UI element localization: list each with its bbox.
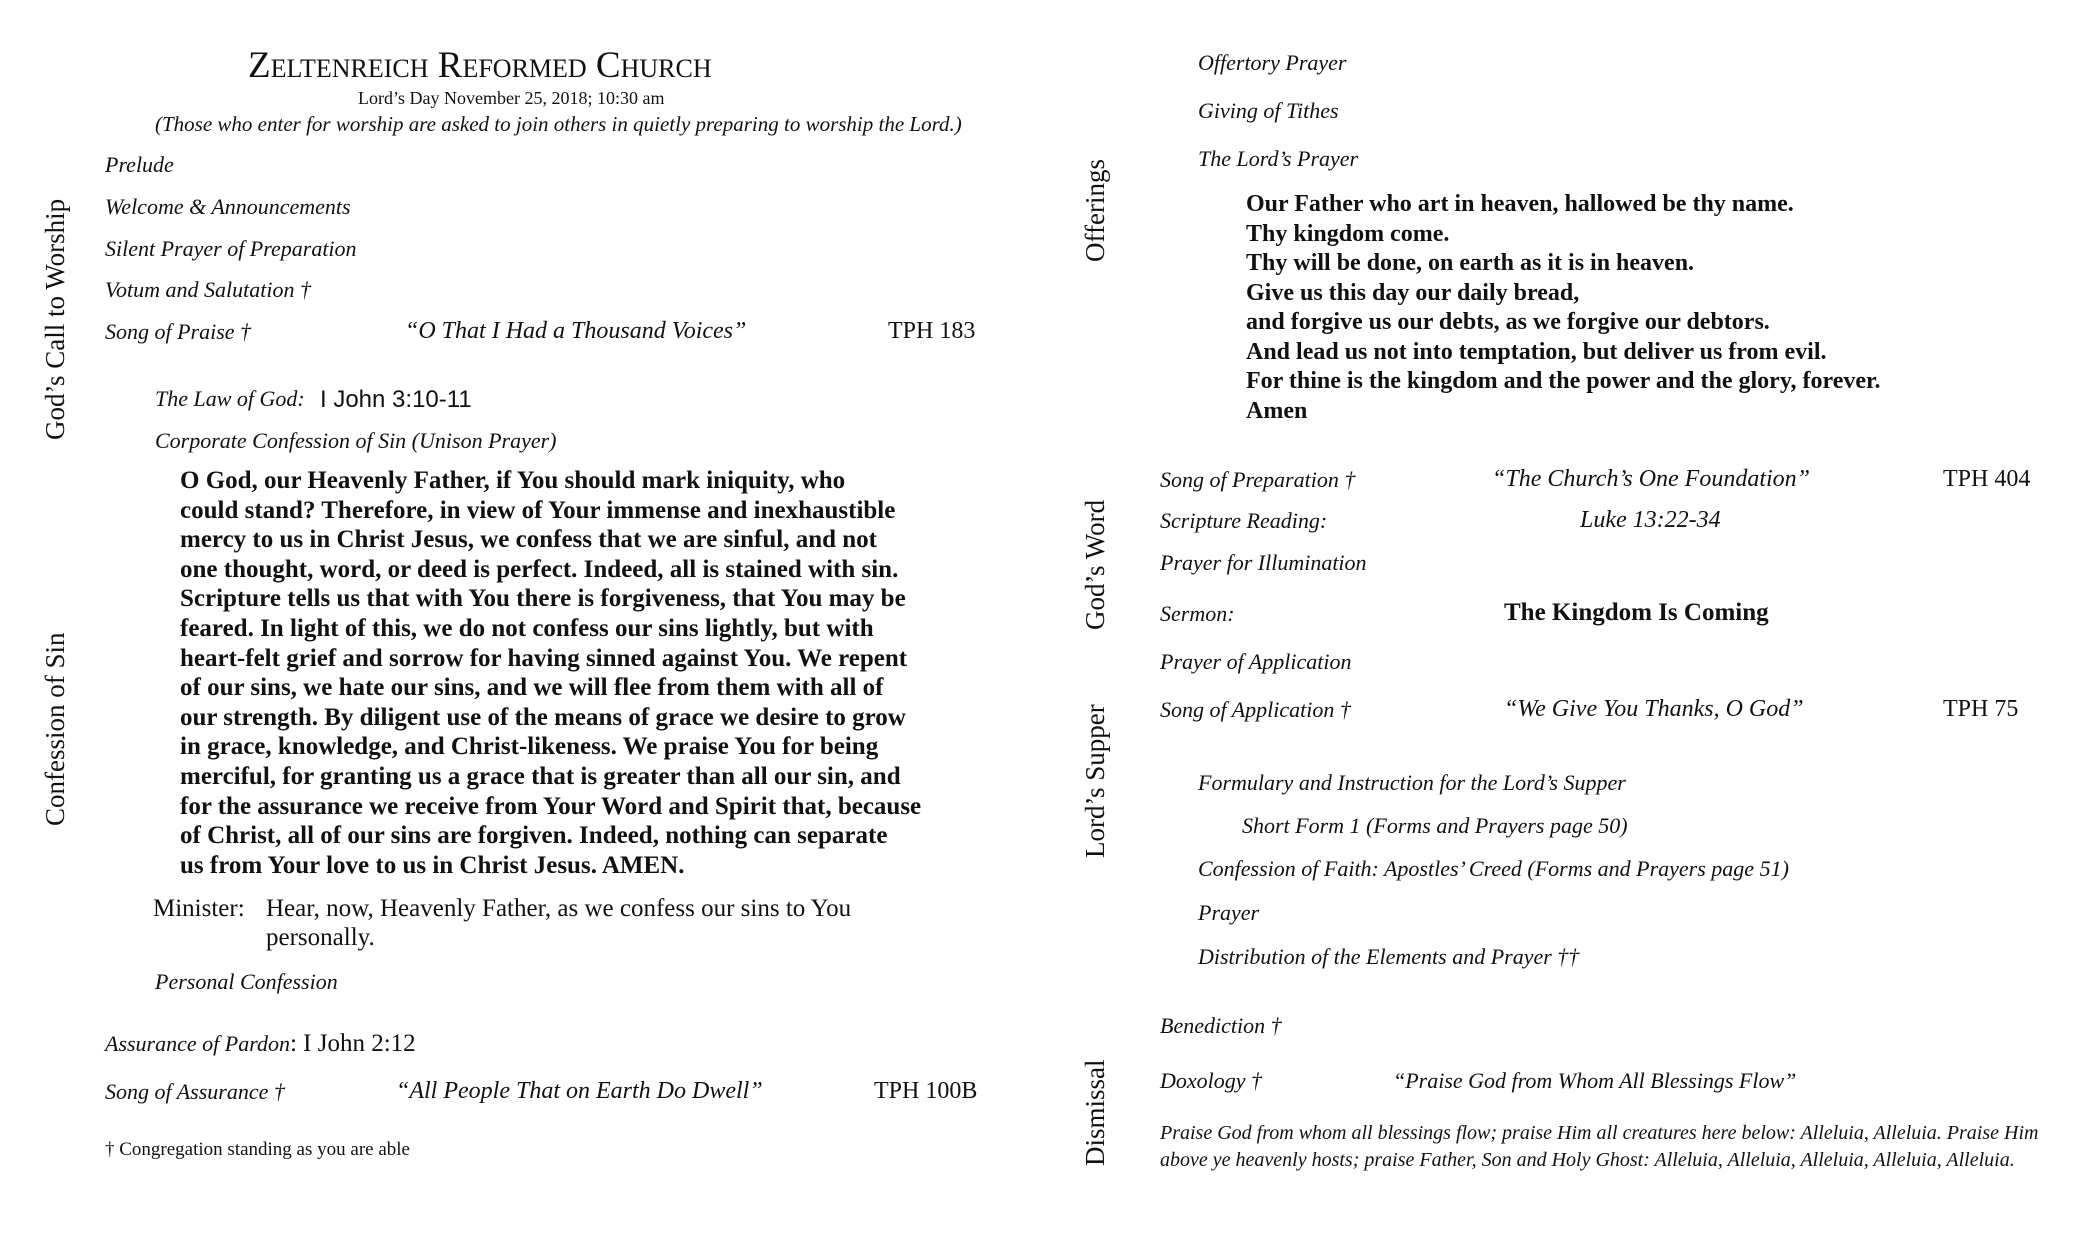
- song-of-preparation-title: “The Church’s One Foundation”: [1492, 466, 1811, 492]
- song-of-praise-number: TPH 183: [888, 318, 976, 344]
- sermon-title: The Kingdom Is Coming: [1504, 599, 1769, 626]
- scripture-reading-ref: Luke 13:22-34: [1580, 507, 1721, 533]
- lords-prayer-line: Give us this day our daily bread,: [1246, 279, 1580, 306]
- confession-line: heart-felt grief and sorrow for having sinned against You. We repent: [180, 644, 908, 672]
- section-gods-word: God’s Word: [1080, 499, 1110, 630]
- sermon-label: Sermon:: [1160, 601, 1235, 626]
- benediction: Benediction †: [1160, 1013, 1282, 1038]
- song-of-assurance-label: Song of Assurance †: [105, 1079, 285, 1104]
- lords-prayer-line: Thy kingdom come.: [1246, 220, 1450, 247]
- assurance-ref: : I John 2:12: [289, 1030, 416, 1057]
- minister-line-1: Hear, now, Heavenly Father, as we confess our sins to You: [266, 895, 852, 922]
- confession-of-faith: Confession of Faith: Apostles’ Creed (Forms and Prayers page 51): [1198, 856, 1789, 881]
- minister-label: Minister:: [153, 895, 245, 922]
- confession-line: in grace, knowledge, and Christ-likeness. We praise You for being: [180, 733, 879, 761]
- worship-note: (Those who enter for worship are asked to join others in quietly preparing to worship the Lord.): [155, 112, 962, 136]
- section-confession-of-sin: Confession of Sin: [40, 632, 70, 826]
- lords-prayer-text: [1246, 190, 1880, 426]
- church-name: Zeltenreich Reformed Church: [248, 45, 712, 86]
- song-of-preparation-number: TPH 404: [1943, 466, 2031, 492]
- scripture-reading-label: Scripture Reading:: [1160, 508, 1328, 533]
- song-of-praise-label: Song of Praise †: [105, 319, 252, 344]
- section-offerings: Offerings: [1080, 159, 1110, 262]
- confession-line: our strength. By diligent use of the means of grace we desire to grow: [180, 703, 906, 731]
- confession-line: one thought, word, or deed is perfect. Indeed, all is stained with sin.: [180, 555, 899, 583]
- prelude: Prelude: [105, 152, 174, 177]
- confession-line: could stand? Therefore, in view of Your immense and inexhaustible: [180, 496, 896, 524]
- lords-prayer-line: Amen: [1246, 397, 1308, 424]
- confession-line: O God, our Heavenly Father, if You should mark iniquity, who: [180, 467, 846, 494]
- lords-prayer-line: And lead us not into temptation, but deliver us from evil.: [1246, 338, 1827, 365]
- confession-prayer: [180, 466, 921, 880]
- offertory-prayer: Offertory Prayer: [1198, 50, 1347, 75]
- doxology-title: “Praise God from Whom All Blessings Flow”: [1393, 1068, 1797, 1093]
- doxology-text-line-1: Praise God from whom all blessings flow; praise Him all creatures here below: Alleluia, Alleluia. Praise Him: [1160, 1122, 2039, 1144]
- lords-prayer-line: Our Father who art in heaven, hallowed be thy name.: [1246, 191, 1794, 217]
- lords-prayer-line: and forgive us our debts, as we forgive our debtors.: [1246, 309, 1770, 335]
- short-form: Short Form 1 (Forms and Prayers page 50): [1242, 813, 1628, 838]
- doxology-text-line-2: above ye heavenly hosts; praise Father, Son and Holy Ghost: Alleluia, Alleluia, Alleluia, Alleluia, Alleluia.: [1160, 1149, 2015, 1171]
- confession-line: merciful, for granting us a grace that is greater than all our sin, and: [180, 762, 901, 790]
- prayer-of-application: Prayer of Application: [1160, 649, 1352, 674]
- confession-line: Scripture tells us that with You there is forgiveness, that You may be: [180, 585, 906, 613]
- section-lords-supper: Lord’s Supper: [1080, 704, 1110, 858]
- giving-of-tithes: Giving of Tithes: [1198, 98, 1339, 123]
- confession-line: of our sins, we hate our sins, and we will flee from them with all of: [180, 674, 884, 702]
- section-dismissal: Dismissal: [1080, 1059, 1110, 1166]
- prayer: Prayer: [1198, 900, 1260, 925]
- personal-confession: Personal Confession: [155, 969, 338, 994]
- prayer-for-illumination: Prayer for Illumination: [1160, 550, 1367, 575]
- silent-prayer: Silent Prayer of Preparation: [105, 236, 357, 261]
- footnote: † Congregation standing as you are able: [105, 1139, 410, 1160]
- welcome-announcements: Welcome & Announcements: [105, 194, 351, 219]
- confession-line: of Christ, all of our sins are forgiven. Indeed, nothing can separate: [180, 822, 888, 850]
- assurance-label: Assurance of Pardon: [105, 1031, 290, 1056]
- confession-line: for the assurance we receive from Your Word and Spirit that, because: [180, 792, 922, 820]
- law-of-god-label: The Law of God:: [155, 386, 305, 411]
- formulary: Formulary and Instruction for the Lord’s Supper: [1198, 770, 1626, 795]
- song-of-preparation-label: Song of Preparation †: [1160, 467, 1356, 492]
- song-of-application-title: “We Give You Thanks, O God”: [1504, 696, 1804, 722]
- song-of-application-number: TPH 75: [1943, 696, 2019, 722]
- song-of-assurance-title: “All People That on Earth Do Dwell”: [396, 1078, 763, 1104]
- confession-line: feared. In light of this, we do not confess our sins lightly, but with: [180, 614, 874, 642]
- distribution-of-elements: Distribution of the Elements and Prayer ††: [1198, 944, 1580, 969]
- confession-line: us from Your love to us in Christ Jesus. AMEN.: [180, 851, 685, 879]
- lords-prayer-line: For thine is the kingdom and the power and the glory, forever.: [1246, 368, 1881, 394]
- corporate-confession: Corporate Confession of Sin (Unison Prayer): [155, 428, 557, 453]
- lords-prayer-heading: The Lord’s Prayer: [1198, 146, 1359, 171]
- confession-line: mercy to us in Christ Jesus, we confess that we are sinful, and not: [180, 526, 877, 554]
- assurance-of-pardon: [105, 1030, 416, 1058]
- song-of-application-label: Song of Application †: [1160, 697, 1351, 722]
- section-call-to-worship: God’s Call to Worship: [40, 198, 70, 440]
- service-date: Lord’s Day November 25, 2018; 10:30 am: [358, 88, 665, 108]
- law-of-god-ref: I John 3:10-11: [320, 386, 472, 413]
- song-of-praise-title: “O That I Had a Thousand Voices”: [405, 318, 747, 344]
- lords-prayer-line: Thy will be done, on earth as it is in heaven.: [1246, 250, 1695, 276]
- song-of-assurance-number: TPH 100B: [874, 1078, 978, 1104]
- votum-salutation: Votum and Salutation †: [105, 277, 311, 302]
- doxology-label: Doxology †: [1160, 1068, 1263, 1093]
- minister-line-2: personally.: [266, 924, 375, 951]
